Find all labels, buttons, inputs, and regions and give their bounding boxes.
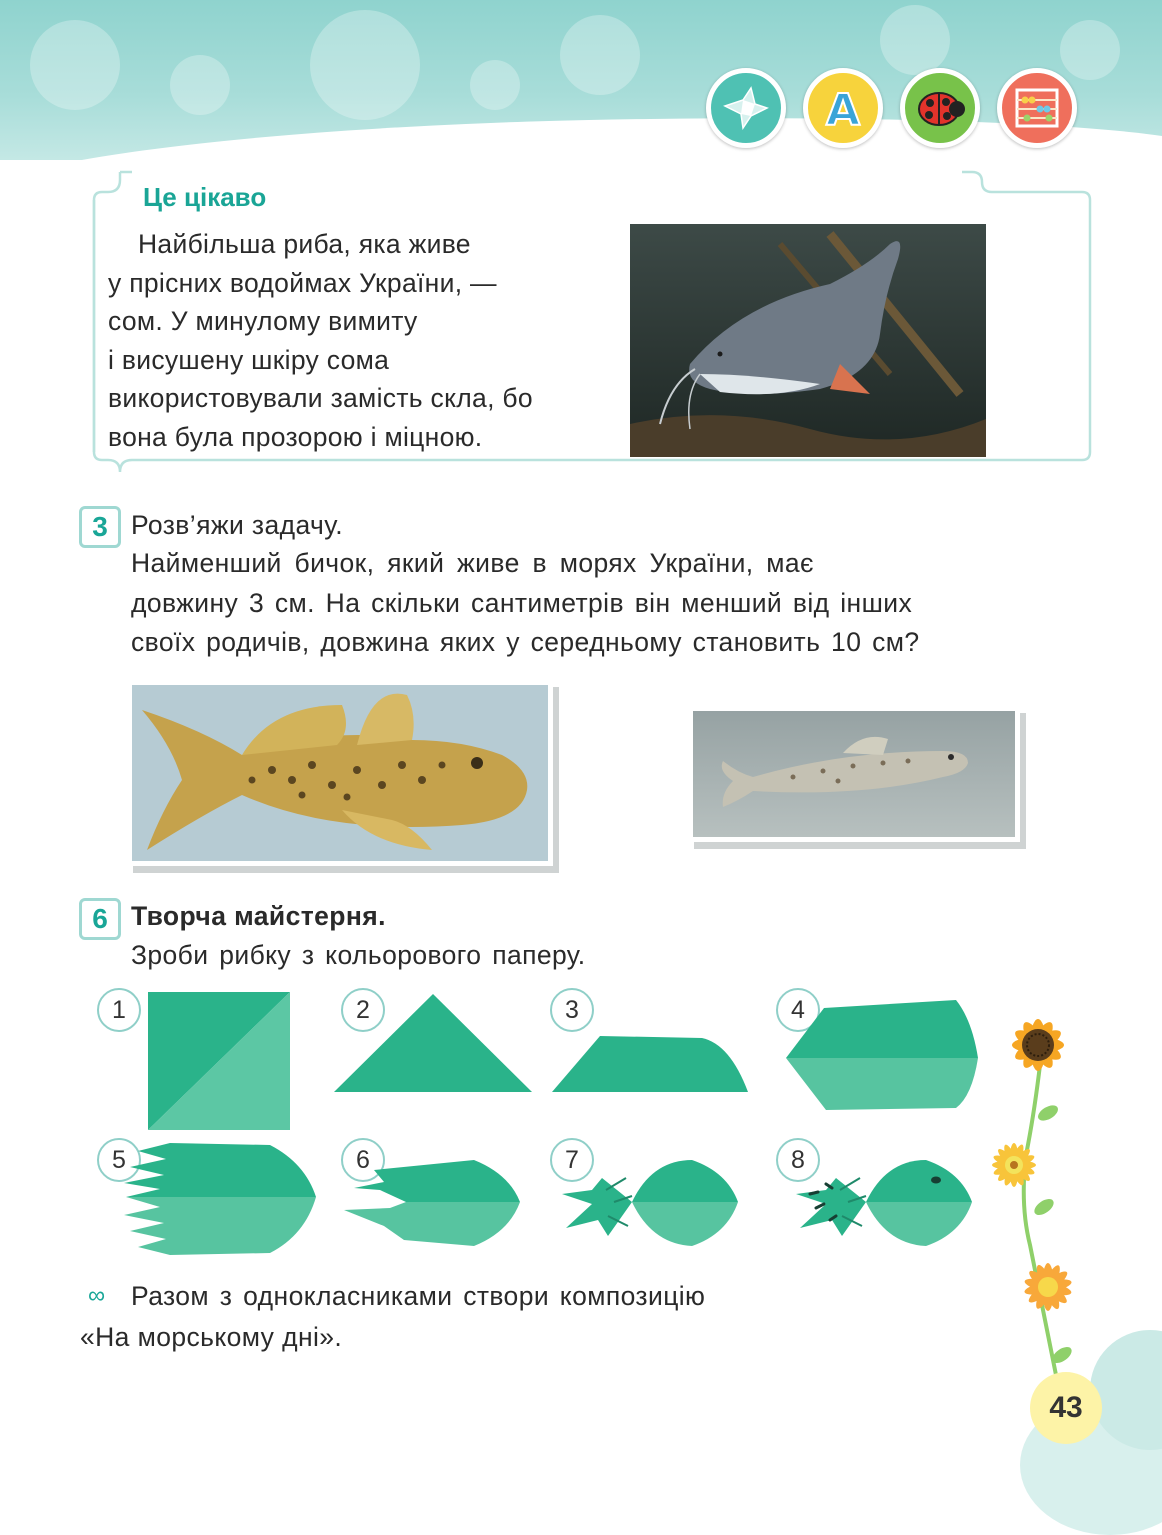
task3-title: Розв’яжи задачу. bbox=[131, 510, 343, 540]
task-number-3: 3 bbox=[79, 506, 121, 548]
goby-small-photo bbox=[688, 706, 1020, 842]
step-4-leaf-illustration bbox=[786, 1000, 978, 1112]
step-number-2: 2 bbox=[341, 988, 385, 1032]
task6-subtitle: Зроби рибку з кольорового паперу. bbox=[131, 940, 586, 970]
step-number-4: 4 bbox=[776, 988, 820, 1032]
step-number-7: 7 bbox=[550, 1138, 594, 1182]
group-work-icon: ∞ bbox=[88, 1282, 106, 1309]
step-6-folded-fish-illustration bbox=[344, 1160, 520, 1246]
task3-line: своїх родичів, довжина яких у середньому становить 10 см? bbox=[131, 627, 920, 657]
header-wave bbox=[0, 107, 1162, 160]
ladybug-icon bbox=[900, 68, 980, 148]
letter-a-icon bbox=[803, 68, 883, 148]
info-line: використовували замість скла, бо bbox=[108, 383, 533, 413]
step-1-square-illustration bbox=[148, 992, 290, 1130]
group-task-line: Разом з однокласниками створи композицію bbox=[131, 1281, 706, 1311]
info-line: вона була прозорою і міцною. bbox=[108, 421, 483, 452]
bubble-decor bbox=[30, 20, 120, 110]
info-line: у прісних водоймах України, — bbox=[108, 267, 497, 298]
abacus-icon bbox=[997, 68, 1077, 148]
task6-title: Творча майстерня. bbox=[131, 901, 386, 931]
origami-bird-icon bbox=[706, 68, 786, 148]
info-text bbox=[108, 225, 618, 456]
flowers-decoration bbox=[974, 1005, 1104, 1385]
catfish-photo bbox=[630, 224, 986, 457]
step-number-6: 6 bbox=[341, 1138, 385, 1182]
step-8-finished-fish-illustration bbox=[796, 1160, 972, 1246]
step-5-fringed-illustration bbox=[120, 1143, 316, 1255]
page-number: 43 bbox=[1030, 1372, 1102, 1444]
task-number-6: 6 bbox=[79, 898, 121, 940]
bubble-decor bbox=[880, 5, 950, 75]
group-task-line: «На морському дні». bbox=[80, 1322, 343, 1352]
info-line: Найбільша риба, яка живе bbox=[138, 229, 471, 259]
info-title: Це цікаво bbox=[143, 182, 267, 212]
bubble-decor bbox=[310, 10, 420, 120]
bubble-decor bbox=[1060, 20, 1120, 80]
step-number-3: 3 bbox=[550, 988, 594, 1032]
header-band bbox=[0, 0, 1162, 160]
task3-line: Найменший бичок, який живе в морях України, має bbox=[131, 548, 814, 578]
bubble-decor bbox=[470, 60, 520, 110]
step-number-5: 5 bbox=[97, 1138, 141, 1182]
step-2-triangle-illustration bbox=[334, 994, 532, 1092]
bubble-decor bbox=[170, 55, 230, 115]
step-7-fish-tail-illustration bbox=[562, 1160, 738, 1246]
step-3-trapezoid-illustration bbox=[552, 1036, 748, 1092]
svg-text:A: A bbox=[825, 85, 861, 133]
step-number-8: 8 bbox=[776, 1138, 820, 1182]
bubble-decor bbox=[560, 15, 640, 95]
goby-large-photo bbox=[127, 680, 553, 866]
info-line: сом. У минулому вимиту bbox=[108, 306, 418, 336]
info-line: і висушену шкіру сома bbox=[108, 344, 390, 375]
task3-line: довжину 3 см. На скільки сантиметрів він менший від інших bbox=[131, 588, 913, 618]
step-number-1: 1 bbox=[97, 988, 141, 1032]
